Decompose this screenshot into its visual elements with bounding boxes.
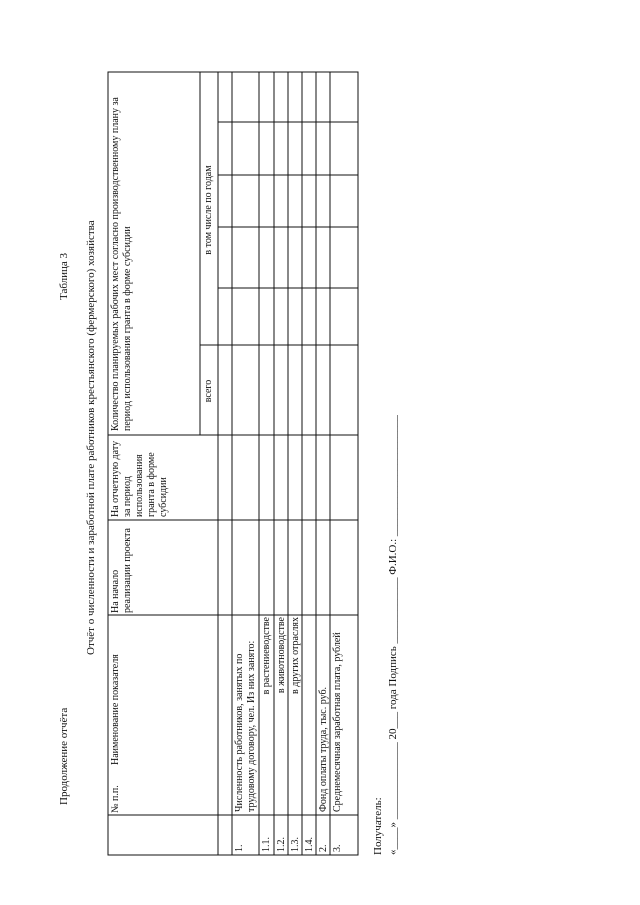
header-report-date: На отчетную дату за период использования гранта в форме субсидии <box>110 440 169 517</box>
signature-line: «____» ______________ 20___ года Подпись ____________ Ф.И.О.: ______________________ <box>387 415 399 855</box>
row-name: Фонд оплаты труда, тыс. руб. <box>318 686 329 812</box>
row-num: 1.2. <box>276 837 287 852</box>
row-num: 1. <box>234 844 245 852</box>
header-by-years: в том числе по годам <box>203 165 214 255</box>
header-planned: Количество планируемых рабочих мест согласно производственному плану за период использования гранта в форме субсидии <box>110 97 133 431</box>
row-name: в животноводстве <box>276 617 287 694</box>
header-name: Наименование показателя <box>110 654 121 765</box>
header-total: всего <box>203 379 214 403</box>
row-name: Среднемесячная заработная плата, рублей <box>332 632 343 812</box>
table-number: Таблица 3 <box>58 252 70 300</box>
row-name: в других отраслях <box>290 617 301 694</box>
row-num: 2. <box>318 844 329 852</box>
continuation-label: Продолжение отчёта <box>58 707 70 805</box>
row-name <box>304 617 316 812</box>
row-num: 1.1. <box>261 837 272 852</box>
row-name: Численность работников, занятых по трудовому договору, чел. Из них занято: <box>234 640 257 812</box>
row-num: 1.4. <box>304 837 315 852</box>
row-name: в растениеводстве <box>261 617 272 695</box>
header-start: На начало реализации проекта <box>110 528 133 613</box>
header-num: № п.п. <box>110 785 121 813</box>
recipient-label: Получатель: <box>372 797 384 855</box>
report-title: Отчёт о численности и заработной плате работников крестьянского (фермерского) хозяйства <box>85 220 97 655</box>
row-num: 1.3. <box>290 837 301 852</box>
row-num: 3. <box>332 844 343 852</box>
